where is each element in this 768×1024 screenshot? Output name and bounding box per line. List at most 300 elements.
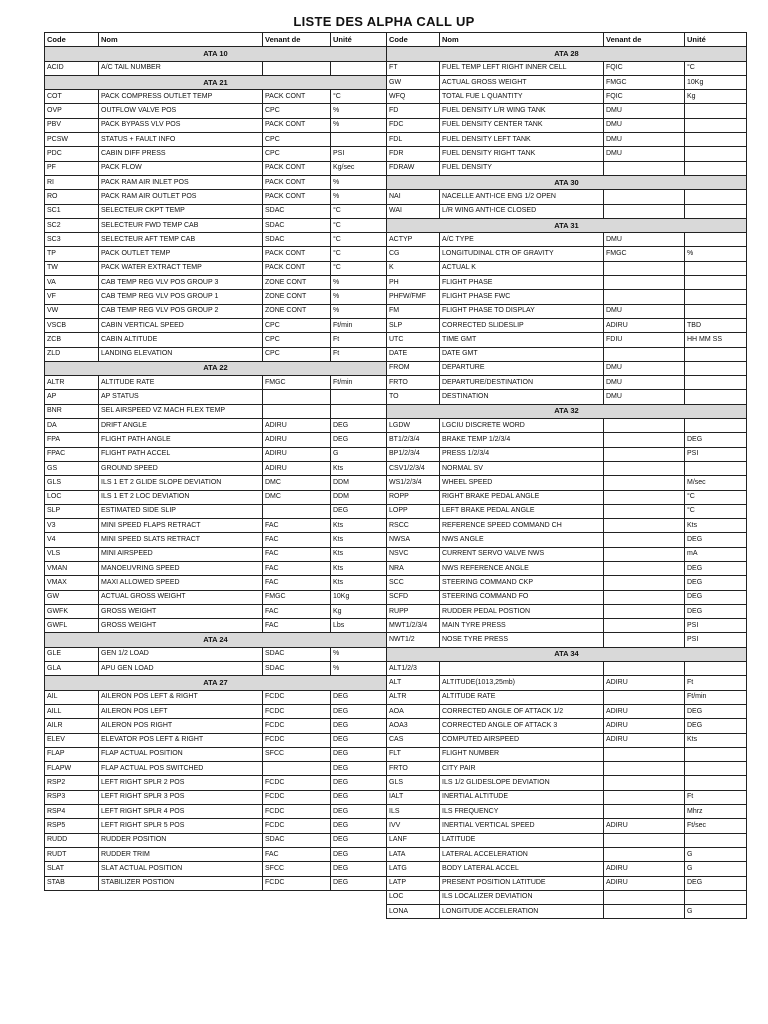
right-call-up-table bbox=[386, 32, 747, 919]
table-row bbox=[45, 690, 387, 704]
table-row bbox=[387, 390, 747, 404]
cell-code: SC2 bbox=[45, 218, 99, 232]
table-row bbox=[45, 576, 387, 590]
cell-unite: mA bbox=[685, 547, 747, 561]
cell-code: PDC bbox=[45, 147, 99, 161]
table-row bbox=[387, 376, 747, 390]
cell-nom: NWS ANGLE bbox=[440, 533, 604, 547]
cell-nom: FLIGHT PHASE TO DISPLAY bbox=[440, 304, 604, 318]
cell-venant-de bbox=[263, 61, 331, 75]
cell-venant-de: CPC bbox=[263, 318, 331, 332]
cell-unite: % bbox=[331, 175, 387, 189]
section-header-row bbox=[387, 175, 747, 189]
cell-venant-de bbox=[604, 776, 685, 790]
cell-unite: Kts bbox=[685, 519, 747, 533]
cell-venant-de: ADIRU bbox=[604, 733, 685, 747]
table-row bbox=[387, 676, 747, 690]
cell-venant-de: SFCC bbox=[263, 747, 331, 761]
cell-nom: SLAT ACTUAL POSITION bbox=[99, 862, 263, 876]
cell-venant-de: FCDC bbox=[263, 790, 331, 804]
table-row bbox=[387, 304, 747, 318]
cell-unite: PSI bbox=[685, 633, 747, 647]
cell-unite: % bbox=[685, 247, 747, 261]
cell-unite: DEG bbox=[331, 704, 387, 718]
cell-venant-de bbox=[604, 204, 685, 218]
cell-venant-de: FCDC bbox=[263, 876, 331, 890]
cell-code: VSCB bbox=[45, 318, 99, 332]
cell-code: ALT bbox=[387, 676, 440, 690]
cell-unite: PSI bbox=[331, 147, 387, 161]
cell-unite bbox=[685, 419, 747, 433]
cell-venant-de: PACK CONT bbox=[263, 190, 331, 204]
cell-venant-de: ZONE CONT bbox=[263, 276, 331, 290]
cell-unite: Ft bbox=[331, 347, 387, 361]
cell-nom: STEERING COMMAND FO bbox=[440, 590, 604, 604]
cell-nom: PACK WATER EXTRACT TEMP bbox=[99, 261, 263, 275]
table-row bbox=[387, 633, 747, 647]
table-row bbox=[45, 461, 387, 475]
cell-nom: LATERAL ACCELERATION bbox=[440, 847, 604, 861]
cell-venant-de bbox=[604, 519, 685, 533]
cell-nom: A/C TAIL NUMBER bbox=[99, 61, 263, 75]
cell-venant-de: DMU bbox=[604, 147, 685, 161]
header-venant-de: Venant de bbox=[263, 33, 331, 47]
cell-venant-de: SDAC bbox=[263, 204, 331, 218]
table-row bbox=[45, 347, 387, 361]
cell-nom: STATUS + FAULT INFO bbox=[99, 133, 263, 147]
cell-venant-de: PACK CONT bbox=[263, 118, 331, 132]
cell-venant-de bbox=[604, 419, 685, 433]
cell-code: GLE bbox=[45, 647, 99, 661]
cell-unite: DEG bbox=[331, 419, 387, 433]
cell-nom: LEFT BRAKE PEDAL ANGLE bbox=[440, 504, 604, 518]
cell-nom: LONGITUDE ACCELERATION bbox=[440, 905, 604, 919]
cell-nom: AILERON POS LEFT & RIGHT bbox=[99, 690, 263, 704]
table-row bbox=[387, 490, 747, 504]
table-row bbox=[387, 590, 747, 604]
header-venant-de: Venant de bbox=[604, 33, 685, 47]
cell-code: FRTO bbox=[387, 376, 440, 390]
cell-code: AOA3 bbox=[387, 719, 440, 733]
cell-unite: °C bbox=[331, 218, 387, 232]
cell-nom: L/R WING ANTI-ICE CLOSED bbox=[440, 204, 604, 218]
cell-unite: Kts bbox=[331, 519, 387, 533]
cell-unite: TBD bbox=[685, 318, 747, 332]
cell-nom: RUDDER POSITION bbox=[99, 833, 263, 847]
cell-code: NSVC bbox=[387, 547, 440, 561]
cell-venant-de: FQIC bbox=[604, 90, 685, 104]
cell-unite bbox=[685, 662, 747, 676]
cell-unite bbox=[685, 890, 747, 904]
cell-code: LOC bbox=[387, 890, 440, 904]
table-row bbox=[45, 790, 387, 804]
cell-nom: CABIN DIFF PRESS bbox=[99, 147, 263, 161]
cell-unite bbox=[685, 833, 747, 847]
cell-unite: Ft/min bbox=[331, 376, 387, 390]
table-row bbox=[387, 190, 747, 204]
section-title: ATA 28 bbox=[387, 47, 747, 61]
cell-unite: Ft bbox=[331, 333, 387, 347]
cell-code: UTC bbox=[387, 333, 440, 347]
cell-code: VMAX bbox=[45, 576, 99, 590]
cell-nom: RUDDER PEDAL POSTION bbox=[440, 604, 604, 618]
cell-nom: LATITUDE bbox=[440, 833, 604, 847]
cell-unite: % bbox=[331, 118, 387, 132]
cell-venant-de bbox=[604, 576, 685, 590]
table-row bbox=[45, 876, 387, 890]
cell-venant-de: SFCC bbox=[263, 862, 331, 876]
cell-code: ALTR bbox=[45, 376, 99, 390]
cell-code: LATG bbox=[387, 862, 440, 876]
cell-unite: DEG bbox=[331, 776, 387, 790]
cell-unite: DEG bbox=[685, 590, 747, 604]
cell-code: RSP3 bbox=[45, 790, 99, 804]
table-row bbox=[45, 190, 387, 204]
cell-unite bbox=[331, 61, 387, 75]
cell-code: BNR bbox=[45, 404, 99, 418]
section-title: ATA 27 bbox=[45, 676, 387, 690]
cell-venant-de: FCDC bbox=[263, 776, 331, 790]
cell-unite bbox=[685, 762, 747, 776]
cell-unite: DEG bbox=[685, 704, 747, 718]
cell-nom: BRAKE TEMP 1/2/3/4 bbox=[440, 433, 604, 447]
cell-venant-de: FAC bbox=[263, 619, 331, 633]
cell-code: DATE bbox=[387, 347, 440, 361]
table-row bbox=[387, 747, 747, 761]
cell-venant-de bbox=[604, 290, 685, 304]
table-row bbox=[387, 561, 747, 575]
cell-unite: Kts bbox=[331, 461, 387, 475]
cell-nom: GROUND SPEED bbox=[99, 461, 263, 475]
cell-code: GW bbox=[387, 75, 440, 89]
table-row bbox=[45, 547, 387, 561]
cell-nom: ESTIMATED SIDE SLIP bbox=[99, 504, 263, 518]
table-header-row bbox=[45, 33, 387, 47]
cell-nom: DESTINATION bbox=[440, 390, 604, 404]
cell-venant-de: DMU bbox=[604, 361, 685, 375]
table-row bbox=[45, 519, 387, 533]
table-row bbox=[387, 604, 747, 618]
table-row bbox=[387, 118, 747, 132]
cell-nom: CABIN ALTITUDE bbox=[99, 333, 263, 347]
cell-unite: % bbox=[331, 304, 387, 318]
cell-unite: Mhrz bbox=[685, 805, 747, 819]
cell-unite: DDM bbox=[331, 490, 387, 504]
cell-nom: REFERENCE SPEED COMMAND CH bbox=[440, 519, 604, 533]
cell-unite: °C bbox=[331, 247, 387, 261]
cell-nom: ILS 1 ET 2 GLIDE SLOPE DEVIATION bbox=[99, 476, 263, 490]
cell-unite: % bbox=[331, 104, 387, 118]
cell-nom: COMPUTED AIRSPEED bbox=[440, 733, 604, 747]
cell-unite: °C bbox=[331, 90, 387, 104]
cell-nom: FLIGHT PATH ACCEL bbox=[99, 447, 263, 461]
cell-code: FDC bbox=[387, 118, 440, 132]
cell-venant-de bbox=[604, 662, 685, 676]
table-row bbox=[45, 604, 387, 618]
section-title: ATA 34 bbox=[387, 647, 747, 661]
table-row bbox=[45, 90, 387, 104]
cell-nom: CURRENT SERVO VALVE NWS bbox=[440, 547, 604, 561]
cell-venant-de: CPC bbox=[263, 147, 331, 161]
cell-unite bbox=[685, 304, 747, 318]
cell-code: BT1/2/3/4 bbox=[387, 433, 440, 447]
cell-unite bbox=[685, 261, 747, 275]
cell-code: FRTO bbox=[387, 762, 440, 776]
cell-nom: FUEL DENSITY RIGHT TANK bbox=[440, 147, 604, 161]
cell-venant-de bbox=[604, 261, 685, 275]
cell-unite bbox=[685, 104, 747, 118]
cell-code: IVV bbox=[387, 819, 440, 833]
cell-unite: PSI bbox=[685, 619, 747, 633]
cell-unite: °C bbox=[331, 204, 387, 218]
table-row bbox=[387, 890, 747, 904]
table-row bbox=[387, 161, 747, 175]
cell-unite: 10Kg bbox=[331, 590, 387, 604]
cell-nom: ALTITUDE(1013,25mb) bbox=[440, 676, 604, 690]
page-title: LISTE DES ALPHA CALL UP bbox=[293, 14, 475, 29]
table-row bbox=[45, 233, 387, 247]
cell-venant-de: FAC bbox=[263, 561, 331, 575]
table-row bbox=[387, 833, 747, 847]
table-row bbox=[45, 419, 387, 433]
table-row bbox=[45, 376, 387, 390]
cell-venant-de: DMU bbox=[604, 376, 685, 390]
cell-nom: GEN 1/2 LOAD bbox=[99, 647, 263, 661]
cell-venant-de bbox=[604, 805, 685, 819]
cell-venant-de: FAC bbox=[263, 576, 331, 590]
cell-code: PCSW bbox=[45, 133, 99, 147]
cell-code: FPA bbox=[45, 433, 99, 447]
table-row bbox=[387, 533, 747, 547]
cell-code: VMAN bbox=[45, 561, 99, 575]
cell-unite bbox=[685, 204, 747, 218]
table-row bbox=[387, 819, 747, 833]
cell-venant-de: FQIC bbox=[604, 61, 685, 75]
cell-unite: °C bbox=[331, 261, 387, 275]
header-unite: Unité bbox=[685, 33, 747, 47]
table-row bbox=[387, 519, 747, 533]
table-row bbox=[387, 361, 747, 375]
cell-unite: Ft/min bbox=[685, 690, 747, 704]
cell-unite: % bbox=[331, 190, 387, 204]
cell-venant-de bbox=[604, 161, 685, 175]
cell-unite bbox=[685, 161, 747, 175]
cell-nom: LANDING ELEVATION bbox=[99, 347, 263, 361]
cell-venant-de bbox=[604, 905, 685, 919]
table-row bbox=[387, 61, 747, 75]
cell-venant-de bbox=[604, 533, 685, 547]
cell-venant-de: FCDC bbox=[263, 719, 331, 733]
cell-nom: DEPARTURE bbox=[440, 361, 604, 375]
cell-code: AILL bbox=[45, 704, 99, 718]
table-row bbox=[45, 276, 387, 290]
cell-unite bbox=[685, 776, 747, 790]
cell-unite: DEG bbox=[685, 433, 747, 447]
cell-nom: ILS 1 ET 2 LOC DEVIATION bbox=[99, 490, 263, 504]
table-row bbox=[45, 590, 387, 604]
cell-venant-de: FCDC bbox=[263, 704, 331, 718]
table-row bbox=[45, 204, 387, 218]
cell-nom: AP STATUS bbox=[99, 390, 263, 404]
cell-venant-de: CPC bbox=[263, 347, 331, 361]
section-header-row bbox=[387, 47, 747, 61]
cell-unite: G bbox=[331, 447, 387, 461]
cell-venant-de bbox=[604, 619, 685, 633]
cell-nom: ACTUAL GROSS WEIGHT bbox=[99, 590, 263, 604]
cell-unite: G bbox=[685, 862, 747, 876]
cell-code: SLP bbox=[387, 318, 440, 332]
table-row bbox=[387, 662, 747, 676]
cell-code: LANF bbox=[387, 833, 440, 847]
cell-venant-de: ADIRU bbox=[604, 819, 685, 833]
cell-unite: °C bbox=[331, 233, 387, 247]
cell-code: TW bbox=[45, 261, 99, 275]
cell-venant-de bbox=[604, 490, 685, 504]
cell-venant-de: FMGC bbox=[263, 590, 331, 604]
table-row bbox=[45, 118, 387, 132]
cell-unite: % bbox=[331, 276, 387, 290]
cell-code: RSP4 bbox=[45, 805, 99, 819]
cell-code: PBV bbox=[45, 118, 99, 132]
cell-venant-de: CPC bbox=[263, 133, 331, 147]
cell-venant-de bbox=[604, 547, 685, 561]
cell-unite: DEG bbox=[685, 576, 747, 590]
cell-unite: DEG bbox=[685, 876, 747, 890]
table-row bbox=[45, 647, 387, 661]
table-row bbox=[387, 318, 747, 332]
table-row bbox=[387, 261, 747, 275]
cell-nom: ACTUAL GROSS WEIGHT bbox=[440, 75, 604, 89]
section-header-row bbox=[387, 218, 747, 232]
cell-unite: Kts bbox=[331, 547, 387, 561]
cell-nom: DRIFT ANGLE bbox=[99, 419, 263, 433]
cell-nom: FLIGHT NUMBER bbox=[440, 747, 604, 761]
cell-venant-de bbox=[604, 476, 685, 490]
cell-code: VA bbox=[45, 276, 99, 290]
cell-code: VF bbox=[45, 290, 99, 304]
cell-unite: DEG bbox=[331, 747, 387, 761]
cell-unite: °C bbox=[685, 490, 747, 504]
cell-venant-de bbox=[604, 890, 685, 904]
cell-unite bbox=[685, 276, 747, 290]
cell-code: GLS bbox=[45, 476, 99, 490]
cell-code: ROPP bbox=[387, 490, 440, 504]
cell-code: FDRAW bbox=[387, 161, 440, 175]
cell-venant-de: FMGC bbox=[263, 376, 331, 390]
cell-venant-de bbox=[604, 833, 685, 847]
cell-unite: DEG bbox=[685, 604, 747, 618]
table-row bbox=[45, 747, 387, 761]
cell-nom: ALTITUDE RATE bbox=[99, 376, 263, 390]
cell-nom: PACK RAM AIR OUTLET POS bbox=[99, 190, 263, 204]
cell-code: PH bbox=[387, 276, 440, 290]
table-row bbox=[45, 247, 387, 261]
cell-nom: MINI SPEED SLATS RETRACT bbox=[99, 533, 263, 547]
cell-nom: ILS 1/2 GLIDESLOPE DEVIATION bbox=[440, 776, 604, 790]
cell-unite: % bbox=[331, 647, 387, 661]
cell-unite bbox=[685, 376, 747, 390]
cell-unite bbox=[685, 233, 747, 247]
cell-venant-de: FCDC bbox=[263, 733, 331, 747]
cell-code: GLA bbox=[45, 662, 99, 676]
cell-venant-de: FAC bbox=[263, 533, 331, 547]
cell-code: FPAC bbox=[45, 447, 99, 461]
cell-venant-de: DMC bbox=[263, 476, 331, 490]
cell-venant-de: ADIRU bbox=[604, 862, 685, 876]
cell-venant-de: CPC bbox=[263, 333, 331, 347]
table-row bbox=[387, 704, 747, 718]
cell-nom: NOSE TYRE PRESS bbox=[440, 633, 604, 647]
cell-venant-de bbox=[604, 747, 685, 761]
table-row bbox=[387, 133, 747, 147]
cell-unite: Kts bbox=[331, 576, 387, 590]
cell-nom bbox=[440, 662, 604, 676]
cell-venant-de: DMU bbox=[604, 304, 685, 318]
table-row bbox=[45, 504, 387, 518]
cell-nom: A/C TYPE bbox=[440, 233, 604, 247]
cell-venant-de: DMU bbox=[604, 133, 685, 147]
cell-venant-de: DMU bbox=[604, 104, 685, 118]
cell-code: FLAP bbox=[45, 747, 99, 761]
cell-nom: LGCIU DISCRETE WORD bbox=[440, 419, 604, 433]
table-row bbox=[387, 862, 747, 876]
table-row bbox=[387, 276, 747, 290]
table-row bbox=[387, 290, 747, 304]
cell-unite: DEG bbox=[331, 805, 387, 819]
cell-nom: GROSS WEIGHT bbox=[99, 619, 263, 633]
cell-unite bbox=[685, 347, 747, 361]
cell-code: TO bbox=[387, 390, 440, 404]
cell-code: V3 bbox=[45, 519, 99, 533]
table-row bbox=[387, 762, 747, 776]
table-row bbox=[387, 433, 747, 447]
cell-code: SCFD bbox=[387, 590, 440, 604]
cell-nom: GROSS WEIGHT bbox=[99, 604, 263, 618]
table-row bbox=[45, 805, 387, 819]
cell-unite: DEG bbox=[685, 719, 747, 733]
table-row bbox=[45, 161, 387, 175]
cell-venant-de: ADIRU bbox=[604, 318, 685, 332]
cell-nom: FUEL DENSITY LEFT TANK bbox=[440, 133, 604, 147]
cell-nom: RIGHT BRAKE PEDAL ANGLE bbox=[440, 490, 604, 504]
cell-nom: CAB TEMP REG VLV POS GROUP 3 bbox=[99, 276, 263, 290]
cell-code: CG bbox=[387, 247, 440, 261]
cell-nom: MANOEUVRING SPEED bbox=[99, 561, 263, 575]
cell-nom: NACELLE ANTI-ICE ENG 1/2 OPEN bbox=[440, 190, 604, 204]
cell-code: RSP2 bbox=[45, 776, 99, 790]
cell-venant-de: FMGC bbox=[604, 75, 685, 89]
section-header-row bbox=[45, 75, 387, 89]
cell-nom: WHEEL SPEED bbox=[440, 476, 604, 490]
table-row bbox=[45, 819, 387, 833]
cell-nom: CITY PAIR bbox=[440, 762, 604, 776]
cell-code: AP bbox=[45, 390, 99, 404]
cell-nom: SEL AIRSPEED VZ MACH FLEX TEMP bbox=[99, 404, 263, 418]
table-row bbox=[387, 547, 747, 561]
cell-nom: PRESS 1/2/3/4 bbox=[440, 447, 604, 461]
cell-venant-de bbox=[604, 276, 685, 290]
cell-venant-de: DMU bbox=[604, 118, 685, 132]
table-row bbox=[387, 419, 747, 433]
table-header-row bbox=[387, 33, 747, 47]
cell-unite bbox=[685, 133, 747, 147]
cell-code: V4 bbox=[45, 533, 99, 547]
cell-code: LATP bbox=[387, 876, 440, 890]
cell-nom: TOTAL FUE L QUANTITY bbox=[440, 90, 604, 104]
cell-unite: DEG bbox=[331, 762, 387, 776]
table-row bbox=[45, 147, 387, 161]
table-row bbox=[387, 876, 747, 890]
